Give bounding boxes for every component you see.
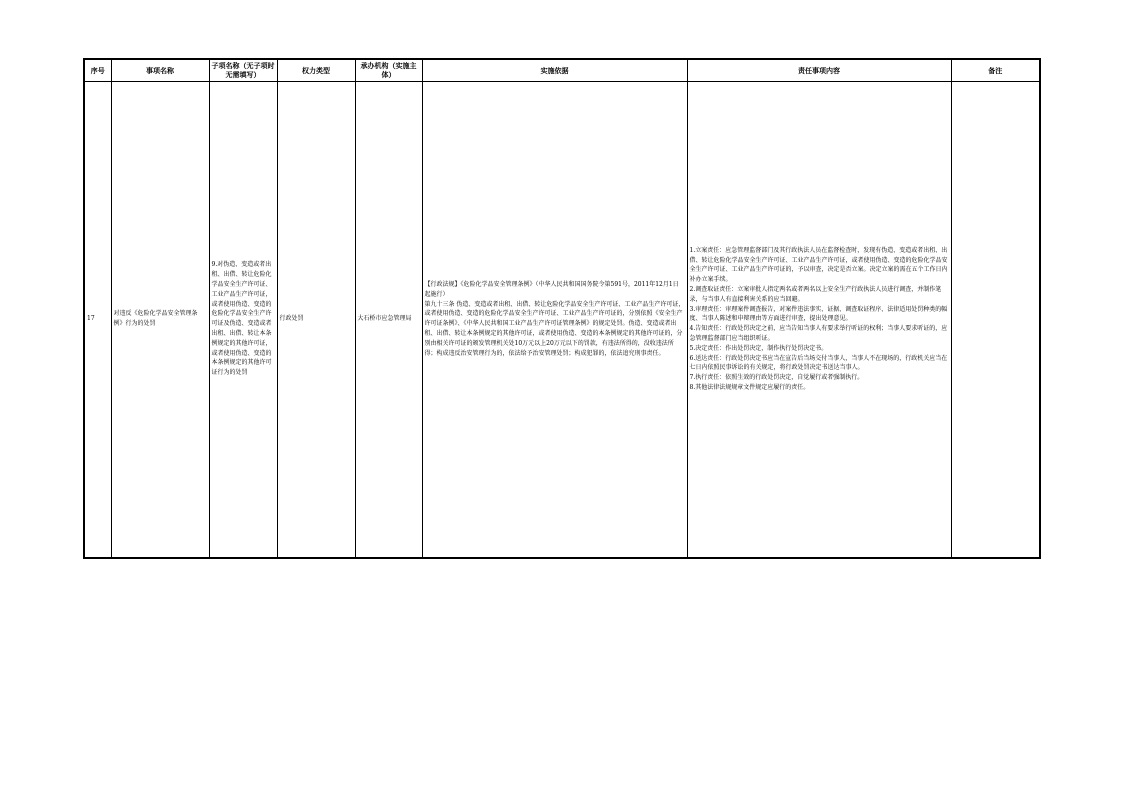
row-power-type: 行政处罚 (277, 81, 355, 558)
header-item-name: 事项名称 (111, 59, 209, 81)
row-basis-cell (422, 81, 687, 558)
header-remarks: 备注 (951, 59, 1040, 81)
table-row (84, 81, 1040, 558)
header-sub-item-name: 子项名称（无子项时无需填写） (209, 59, 277, 81)
row-responsibilities-cell (687, 81, 951, 558)
header-responsibilities: 责任事项内容 (687, 59, 951, 81)
header-row (84, 59, 1040, 81)
power-list-table (83, 58, 1041, 559)
row-agency: 大石桥市应急管理局 (355, 81, 422, 558)
header-agency: 承办机构（实施主体） (355, 59, 422, 81)
row-responsibilities: 1.立案责任：应急管理监督部门及其行政执法人员在监督检查时，发现有伪造、变造或者出租、出借、转让危险化学品安全生产许可证、工业产品生产许可证，或者使用伪造、变造的危险化学品安全生产许可证、工业产品生产许可证的，予以审查，决定是否立案。决定立案的需在五个工作日内补办立案手续。 2.调查取证责任：立案审批人指定两名或者两名以上安全生产行政执法人员进行调查，并制作笔录，与当事人有直接利害关系的应当回避。 3.审理责任：审理案件调查报告，对案件违法事实、证据、调查取证程序、法律适用处罚种类的幅度、当事人陈述和申辩理由等方面进行审查，提出处理意见。 4.告知责任：行政处罚决定之前，应当告知当事人有要求举行听证的权利；当事人要求听证的，应急管理监督部门应当组织听证。 5.决定责任：作出处罚决定，制作执行处罚决定书。 6.送达责任：行政处罚决定书应当在宣告后当场交付当事人，当事人不在现场的，行政机关应当在七日内依照民事诉讼的有关规定，将行政处罚决定书送达当事人。 7.执行责任：依照生效的行政处罚决定，自觉履行或者强制执行。 8.其他法律法规规章文件规定应履行的责任。 (689, 246, 948, 391)
header-power-type: 权力类型 (277, 59, 355, 81)
row-remarks (951, 81, 1040, 558)
row-basis: 【行政法规】《危险化学品安全管理条例》（中华人民共和国国务院令第591号，2011年12月1日起施行） 第九十三条 伪造、变造或者出租、出借、转让危险化学品安全生产许可证、工业产品生产许可证，或者使用伪造、变造的危险化学品安全生产许可证、工业产品生产许可证的，分别依照《安全生产许可证条例》、《中华人民共和国工业产品生产许可证管理条例》的规定处罚。伪造、变造或者出租、出借、转让本条例规定的其他许可证，或者使用伪造、变造的本条例规定的其他许可证的，分别由相关许可证的颁发管理机关处10万元以上20万元以下的罚款，有违法所得的，没收违法所得；构成违反治安管理行为的，依法给予治安管理处罚；构成犯罪的，依法追究刑事责任。 (424, 281, 685, 357)
row-item-name: 对违反《危险化学品安全管理条例》行为的处罚 (111, 81, 209, 558)
row-seq: 17 (84, 81, 111, 558)
row-sub-item-name: 9.对伪造、变造或者出租、出借、转让危险化学品安全生产许可证、工业产品生产许可证，或者使用伪造、变造的危险化学品安全生产许可证及伪造、变造或者出租、出借、转让本条例规定的其他许可证，或者使用伪造、变造的本条例规定的其他许可证行为的处罚 (209, 81, 277, 558)
header-seq: 序号 (84, 59, 111, 81)
header-basis: 实施依据 (422, 59, 687, 81)
